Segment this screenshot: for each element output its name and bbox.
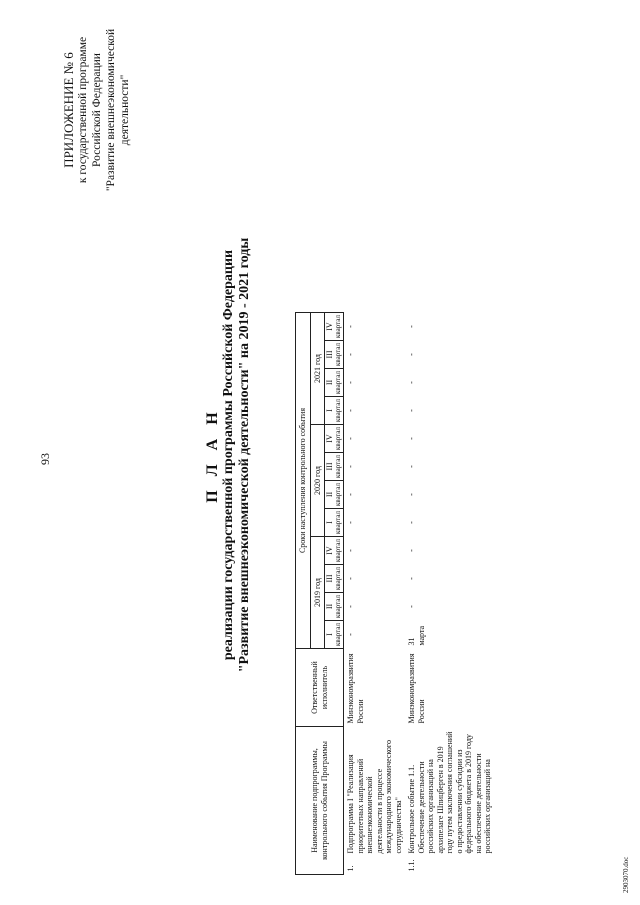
header-terms: Сроки наступления контрольного события xyxy=(296,313,311,649)
row-cell: - xyxy=(344,621,406,649)
row-cell: - xyxy=(344,509,406,537)
row-cell: - xyxy=(407,465,416,468)
row-cell: - xyxy=(344,313,406,341)
plan-table xyxy=(295,312,495,875)
plan-heading: П Л А Н xyxy=(204,407,221,503)
row-name: Контрольное событие 1.1. Обеспечение деятельности российских организаций на архипелаге Шпицберген в 2019 году путем заключения соглашений о предоставлении субсидии из федерального бюджета в 2019 году на обеспечение деятельности российских организаций на xyxy=(407,731,492,854)
header-responsible: Ответственный исполнитель xyxy=(296,649,344,727)
row-name: Подпрограмма I "Реализация приоритетных направлений внешнеэкономической деятельности в процессе международного экономического сотрудничества" xyxy=(344,727,406,857)
annex-line: деятельности" xyxy=(119,74,131,146)
plan-subtitle-1: реализации государственной программы Российской Федерации xyxy=(221,249,236,661)
header-quarter: II квартал xyxy=(325,593,344,621)
header-quarter: I квартал xyxy=(325,621,344,649)
row-cell: - xyxy=(344,565,406,593)
row-cell: - xyxy=(344,537,406,565)
annex-block xyxy=(62,15,132,205)
table-row xyxy=(405,313,495,875)
header-year: 2019 год xyxy=(310,537,325,649)
row-cell: - xyxy=(407,577,416,580)
row-cell: - xyxy=(407,437,416,440)
row-number: 1. xyxy=(344,857,406,875)
file-name: 2903070.doc xyxy=(622,856,630,893)
table-header xyxy=(296,313,344,875)
plan-title xyxy=(205,155,253,755)
annex-title: ПРИЛОЖЕНИЕ № 6 xyxy=(61,52,76,168)
row-cell: - xyxy=(407,549,416,552)
row-cell: - xyxy=(344,453,406,481)
header-year: 2020 год xyxy=(310,425,325,537)
table-body xyxy=(344,313,495,875)
annex-line: "Развитие внешнеэкономической xyxy=(105,28,117,192)
row-cell: - xyxy=(407,325,416,328)
table-row xyxy=(344,313,406,875)
row-cell: - xyxy=(344,369,406,397)
header-quarter: III квартал xyxy=(325,565,344,593)
header-quarter: II квартал xyxy=(325,481,344,509)
row-responsible: Минэкономразвития России xyxy=(407,653,426,724)
header-quarter: III квартал xyxy=(325,341,344,369)
header-quarter: III квартал xyxy=(325,453,344,481)
row-cell: - xyxy=(344,481,406,509)
header-quarter: I квартал xyxy=(325,509,344,537)
page-number: 93 xyxy=(38,453,52,465)
row-cell: - xyxy=(407,521,416,524)
header-quarter: II квартал xyxy=(325,369,344,397)
row-cell: - xyxy=(344,397,406,425)
plan-subtitle-2: "Развитие внешнеэкономической деятельности" на 2019 - 2021 годы xyxy=(237,237,252,673)
annex-line: к государственной программе xyxy=(77,36,89,184)
header-quarter: IV квартал xyxy=(325,425,344,453)
header-quarter: IV квартал xyxy=(325,537,344,565)
header-quarter: IV квартал xyxy=(325,313,344,341)
row-cell: - xyxy=(407,605,416,608)
row-cell: 31 марта xyxy=(407,625,426,646)
row-cell: - xyxy=(344,425,406,453)
row-number: 1.1. xyxy=(407,859,416,872)
row-cell: - xyxy=(344,341,406,369)
annex-line: Российской Федерации xyxy=(91,53,103,167)
row-cell: - xyxy=(407,381,416,384)
row-responsible: Минэкономразвития России xyxy=(344,649,406,727)
header-name: Наименование подпрограммы, контрольного события Программы xyxy=(296,727,344,875)
row-cell: - xyxy=(407,409,416,412)
row-cell: - xyxy=(407,353,416,356)
row-cell: - xyxy=(344,593,406,621)
header-quarter: I квартал xyxy=(325,397,344,425)
header-year: 2021 год xyxy=(310,313,325,425)
row-cell: - xyxy=(407,493,416,496)
